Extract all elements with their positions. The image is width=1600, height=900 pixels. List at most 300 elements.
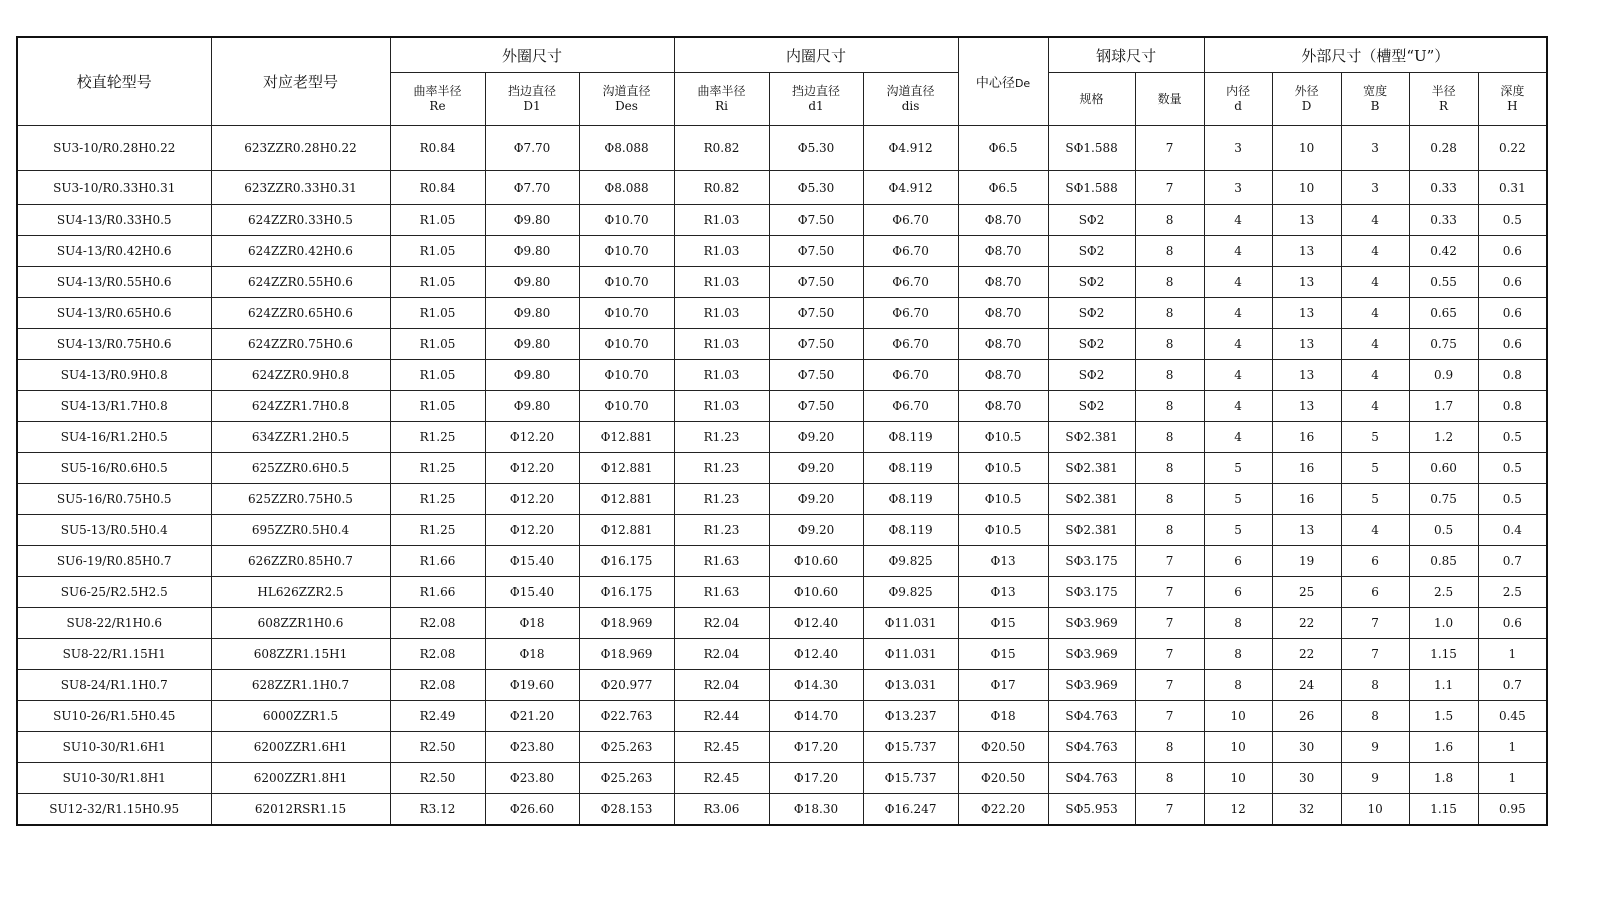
table-cell: Φ6.70 [863,391,958,422]
table-cell: SU12-32/R1.15H0.95 [17,794,211,826]
table-cell: 6200ZZR1.8H1 [211,763,390,794]
header-center-dia [958,37,1048,126]
table-cell: 7 [1135,608,1204,639]
table-cell: 624ZZR0.42H0.6 [211,236,390,267]
table-cell: Φ7.50 [769,360,863,391]
subheader-dis [863,73,958,126]
bearing-spec-table [16,36,1548,826]
table-cell: Φ22.20 [958,794,1048,826]
table-cell: 1.5 [1409,701,1478,732]
table-cell: Φ9.825 [863,577,958,608]
table-cell: Φ8.70 [958,391,1048,422]
table-cell: 30 [1272,763,1341,794]
table-cell: 16 [1272,453,1341,484]
header-ball: 钢球尺寸 [1048,37,1204,73]
table-cell: 0.5 [1478,484,1547,515]
table-cell: 7 [1135,126,1204,171]
table-row [17,794,1547,826]
table-cell: Φ5.30 [769,171,863,205]
table-cell: 8 [1135,484,1204,515]
table-cell: 10 [1204,732,1272,763]
table-cell: Φ18.969 [579,639,674,670]
table-cell: Φ14.70 [769,701,863,732]
table-cell: Φ8.70 [958,360,1048,391]
table-cell: Φ17.20 [769,763,863,794]
subheader-re [390,73,485,126]
table-cell: SΦ2 [1048,329,1135,360]
table-cell: SΦ1.588 [1048,171,1135,205]
table-cell: SΦ1.588 [1048,126,1135,171]
table-cell: Φ15 [958,639,1048,670]
table-cell: 0.6 [1478,298,1547,329]
table-cell: 7 [1135,794,1204,826]
table-cell: Φ7.50 [769,329,863,360]
table-cell: 4 [1204,360,1272,391]
table-cell: Φ18 [485,639,579,670]
table-cell: Φ9.80 [485,391,579,422]
table-cell: Φ11.031 [863,608,958,639]
table-cell: 0.22 [1478,126,1547,171]
table-cell: 5 [1341,453,1409,484]
table-cell: 0.28 [1409,126,1478,171]
table-cell: 9 [1341,732,1409,763]
table-cell: Φ25.263 [579,732,674,763]
table-cell: 1.6 [1409,732,1478,763]
table-row [17,639,1547,670]
table-cell: SΦ3.175 [1048,577,1135,608]
table-cell: SU8-22/R1H0.6 [17,608,211,639]
subheader-od [1272,73,1341,126]
table-cell: 3 [1204,171,1272,205]
table-cell: 30 [1272,732,1341,763]
table-cell: Φ10.5 [958,453,1048,484]
table-cell: 4 [1204,205,1272,236]
table-cell: Φ28.153 [579,794,674,826]
table-cell: 624ZZR0.55H0.6 [211,267,390,298]
table-cell: SU4-13/R0.55H0.6 [17,267,211,298]
table-cell: SU6-19/R0.85H0.7 [17,546,211,577]
table-cell: 4 [1341,515,1409,546]
table-cell: R2.49 [390,701,485,732]
header-center-dia-label: 中心径 [975,76,1015,91]
table-cell: Φ10.5 [958,484,1048,515]
table-cell: 7 [1135,639,1204,670]
table-cell: Φ9.80 [485,329,579,360]
header-model: 校直轮型号 [17,37,211,126]
table-cell: SΦ4.763 [1048,701,1135,732]
table-cell: 10 [1204,763,1272,794]
table-cell: Φ15.737 [863,763,958,794]
subheader-ri-sym: Ri [715,99,728,113]
subheader-re-sym: Re [429,99,446,113]
table-row [17,701,1547,732]
table-cell: SU8-22/R1.15H1 [17,639,211,670]
table-cell: SΦ5.953 [1048,794,1135,826]
table-cell: Φ8.088 [579,126,674,171]
table-cell: Φ10.70 [579,329,674,360]
header-center-dia-sub: De [1014,77,1031,90]
subheader-radius [1409,73,1478,126]
table-cell: R2.45 [674,732,769,763]
table-cell: 7 [1135,171,1204,205]
table-cell: 4 [1204,298,1272,329]
table-cell: 10 [1272,171,1341,205]
table-cell: 13 [1272,298,1341,329]
table-cell: SU4-16/R1.2H0.5 [17,422,211,453]
table-cell: SΦ2 [1048,267,1135,298]
table-cell: Φ7.50 [769,236,863,267]
table-cell: R1.05 [390,298,485,329]
table-cell: Φ8.70 [958,236,1048,267]
table-cell: R1.23 [674,453,769,484]
table-cell: 4 [1204,267,1272,298]
table-cell: SΦ4.763 [1048,732,1135,763]
table-row [17,298,1547,329]
table-cell: Φ11.031 [863,639,958,670]
table-cell: Φ7.70 [485,171,579,205]
table-cell: 5 [1204,515,1272,546]
table-cell: 7 [1135,701,1204,732]
table-cell: Φ7.50 [769,205,863,236]
table-cell: R1.03 [674,205,769,236]
subheader-re-cn: 曲率半径 [413,84,462,98]
table-row [17,546,1547,577]
table-cell: Φ18 [958,701,1048,732]
table-cell: SΦ2.381 [1048,453,1135,484]
table-cell: 16 [1272,422,1341,453]
table-cell: R1.66 [390,577,485,608]
table-cell: Φ7.50 [769,298,863,329]
table-cell: Φ10.5 [958,422,1048,453]
table-cell: Φ9.80 [485,360,579,391]
table-row [17,422,1547,453]
table-cell: 8 [1135,732,1204,763]
table-cell: Φ7.50 [769,391,863,422]
table-cell: Φ6.5 [958,171,1048,205]
subheader-des-cn: 沟道直径 [602,84,651,98]
table-cell: Φ15.737 [863,732,958,763]
table-cell: 3 [1204,126,1272,171]
table-cell: 13 [1272,391,1341,422]
table-cell: 4 [1204,422,1272,453]
table-cell: R2.04 [674,608,769,639]
table-cell: 8 [1135,360,1204,391]
table-cell: Φ6.70 [863,360,958,391]
table-cell: 7 [1135,577,1204,608]
table-cell: Φ6.70 [863,298,958,329]
table-cell: 1.15 [1409,639,1478,670]
table-cell: Φ25.263 [579,763,674,794]
table-cell: R1.05 [390,391,485,422]
table-cell: SΦ4.763 [1048,763,1135,794]
table-cell: 0.31 [1478,171,1547,205]
table-cell: R1.05 [390,205,485,236]
table-cell: R2.08 [390,639,485,670]
table-cell: Φ10.60 [769,577,863,608]
table-cell: Φ7.70 [485,126,579,171]
table-cell: Φ9.20 [769,453,863,484]
table-cell: 16 [1272,484,1341,515]
table-cell: 8 [1135,329,1204,360]
table-cell: Φ6.70 [863,267,958,298]
subheader-od-cn: 外径 [1294,84,1319,98]
table-row [17,267,1547,298]
subheader-dis-cn: 沟道直径 [886,84,935,98]
table-cell: Φ10.70 [579,205,674,236]
table-cell: SΦ2 [1048,391,1135,422]
table-cell: 4 [1341,205,1409,236]
table-cell: Φ9.80 [485,205,579,236]
table-cell: Φ18.30 [769,794,863,826]
table-cell: 1.1 [1409,670,1478,701]
table-cell: 0.7 [1478,670,1547,701]
table-cell: Φ10.60 [769,546,863,577]
table-cell: R1.05 [390,267,485,298]
subheader-od-sym: D [1301,99,1312,113]
table-cell: 1.0 [1409,608,1478,639]
table-cell: 0.8 [1478,360,1547,391]
table-cell: 0.60 [1409,453,1478,484]
table-cell: R2.50 [390,763,485,794]
table-cell: Φ23.80 [485,763,579,794]
table-cell: 7 [1135,670,1204,701]
table-cell: R1.03 [674,391,769,422]
table-cell: Φ10.70 [579,236,674,267]
table-cell: Φ8.70 [958,205,1048,236]
table-cell: 623ZZR0.28H0.22 [211,126,390,171]
table-cell: SU5-16/R0.75H0.5 [17,484,211,515]
table-cell: Φ9.20 [769,422,863,453]
table-cell: 13 [1272,515,1341,546]
table-cell: 0.9 [1409,360,1478,391]
table-cell: 8 [1204,639,1272,670]
table-cell: SΦ2.381 [1048,484,1135,515]
table-cell: 4 [1341,360,1409,391]
table-cell: R1.25 [390,422,485,453]
table-cell: Φ8.70 [958,298,1048,329]
table-cell: SΦ2 [1048,205,1135,236]
table-cell: Φ8.119 [863,422,958,453]
table-cell: Φ16.175 [579,577,674,608]
table-cell: 8 [1135,763,1204,794]
table-cell: R3.06 [674,794,769,826]
table-cell: SΦ2 [1048,298,1135,329]
subheader-ri [674,73,769,126]
table-cell: R1.03 [674,236,769,267]
table-cell: Φ17.20 [769,732,863,763]
table-cell: Φ17 [958,670,1048,701]
table-cell: 13 [1272,360,1341,391]
table-cell: 0.33 [1409,171,1478,205]
subheader-width-sym: B [1370,99,1380,113]
table-cell: 6000ZZR1.5 [211,701,390,732]
table-cell: R2.04 [674,639,769,670]
table-cell: 1 [1478,732,1547,763]
table-cell: R0.84 [390,171,485,205]
table-cell: 608ZZR1.15H1 [211,639,390,670]
table-cell: 1 [1478,639,1547,670]
table-cell: SU3-10/R0.28H0.22 [17,126,211,171]
table-cell: 6 [1204,577,1272,608]
table-cell: 6 [1341,577,1409,608]
table-cell: R2.04 [674,670,769,701]
table-cell: Φ12.40 [769,639,863,670]
table-cell: 1.15 [1409,794,1478,826]
subheader-depth-cn: 深度 [1500,84,1525,98]
table-cell: R2.45 [674,763,769,794]
table-cell: 8 [1135,298,1204,329]
table-cell: 13 [1272,205,1341,236]
table-cell: 0.6 [1478,329,1547,360]
table-cell: Φ8.119 [863,453,958,484]
table-cell: 0.45 [1478,701,1547,732]
subheader-id-sym: d [1234,99,1242,113]
table-row [17,484,1547,515]
table-cell: R1.66 [390,546,485,577]
table-body [17,126,1547,826]
table-cell: 1.8 [1409,763,1478,794]
table-cell: R1.25 [390,453,485,484]
table-cell: 0.75 [1409,484,1478,515]
table-cell: Φ12.881 [579,422,674,453]
table-cell: 0.8 [1478,391,1547,422]
table-cell: 12 [1204,794,1272,826]
subheader-d1-outer-cn: 挡边直径 [507,84,556,98]
table-cell: 623ZZR0.33H0.31 [211,171,390,205]
table-cell: 0.6 [1478,236,1547,267]
table-cell: 624ZZR0.75H0.6 [211,329,390,360]
table-cell: Φ20.50 [958,732,1048,763]
table-cell: SU4-13/R0.33H0.5 [17,205,211,236]
subheader-d1-inner-cn: 挡边直径 [792,84,841,98]
table-cell: 2.5 [1478,577,1547,608]
table-cell: 7 [1341,608,1409,639]
table-cell: R2.50 [390,732,485,763]
table-cell: 26 [1272,701,1341,732]
table-cell: HL626ZZR2.5 [211,577,390,608]
table-cell: Φ8.088 [579,171,674,205]
table-cell: Φ10.5 [958,515,1048,546]
subheader-d1-outer-sym: D1 [523,99,541,113]
table-cell: Φ16.175 [579,546,674,577]
table-cell: 0.33 [1409,205,1478,236]
subheader-depth-sym: H [1507,99,1518,113]
table-cell: 0.65 [1409,298,1478,329]
table-cell: R1.05 [390,360,485,391]
table-cell: 628ZZR1.1H0.7 [211,670,390,701]
table-cell: 8 [1135,453,1204,484]
table-cell: SU10-26/R1.5H0.45 [17,701,211,732]
table-row [17,205,1547,236]
table-cell: SU4-13/R0.65H0.6 [17,298,211,329]
table-cell: R0.84 [390,126,485,171]
table-cell: 10 [1272,126,1341,171]
subheader-d1-inner [769,73,863,126]
table-cell: 0.95 [1478,794,1547,826]
table-cell: 8 [1341,701,1409,732]
table-cell: 0.85 [1409,546,1478,577]
table-cell: 0.42 [1409,236,1478,267]
table-cell: 8 [1204,608,1272,639]
table-cell: Φ6.70 [863,329,958,360]
table-cell: 4 [1204,329,1272,360]
table-cell: Φ20.977 [579,670,674,701]
table-cell: 4 [1204,236,1272,267]
table-cell: 19 [1272,546,1341,577]
table-cell: Φ26.60 [485,794,579,826]
table-cell: 5 [1341,484,1409,515]
table-cell: Φ12.20 [485,515,579,546]
table-cell: SΦ2 [1048,360,1135,391]
table-cell: SU5-13/R0.5H0.4 [17,515,211,546]
table-cell: SΦ2 [1048,236,1135,267]
table-row [17,236,1547,267]
table-cell: 4 [1341,298,1409,329]
table-cell: 4 [1204,391,1272,422]
table-cell: Φ15.40 [485,546,579,577]
table-cell: 624ZZR0.33H0.5 [211,205,390,236]
subheader-radius-cn: 半径 [1431,84,1456,98]
table-cell: R1.23 [674,484,769,515]
table-cell: 624ZZR0.65H0.6 [211,298,390,329]
table-cell: 0.5 [1478,205,1547,236]
table-cell: R1.05 [390,236,485,267]
table-cell: 10 [1341,794,1409,826]
table-cell: Φ15.40 [485,577,579,608]
table-cell: Φ12.881 [579,453,674,484]
table-cell: Φ12.20 [485,484,579,515]
table-cell: 1 [1478,763,1547,794]
table-cell: Φ9.80 [485,298,579,329]
table-cell: Φ6.70 [863,236,958,267]
table-cell: R1.03 [674,298,769,329]
table-cell: 1.7 [1409,391,1478,422]
table-cell: Φ6.5 [958,126,1048,171]
table-cell: 7 [1341,639,1409,670]
table-cell: R1.05 [390,329,485,360]
table-row [17,329,1547,360]
table-cell: 25 [1272,577,1341,608]
table-cell: SU10-30/R1.8H1 [17,763,211,794]
table-cell: Φ19.60 [485,670,579,701]
table-cell: Φ13 [958,546,1048,577]
table-cell: R1.03 [674,360,769,391]
header-inner-ring: 内圈尺寸 [674,37,958,73]
subheader-spec: 规格 [1048,73,1135,126]
subheader-width-cn: 宽度 [1363,84,1388,98]
table-cell: 625ZZR0.6H0.5 [211,453,390,484]
table-cell: 5 [1341,422,1409,453]
table-cell: Φ12.881 [579,515,674,546]
subheader-des-sym: Des [615,99,638,113]
table-cell: 10 [1204,701,1272,732]
table-cell: Φ10.70 [579,391,674,422]
table-cell: Φ9.20 [769,484,863,515]
table-cell: Φ10.70 [579,267,674,298]
table-row [17,732,1547,763]
table-cell: 6 [1204,546,1272,577]
table-cell: SΦ3.969 [1048,670,1135,701]
table-cell: 24 [1272,670,1341,701]
table-cell: Φ8.70 [958,267,1048,298]
table-cell: 8 [1135,236,1204,267]
table-cell: SU4-13/R0.75H0.6 [17,329,211,360]
table-row [17,453,1547,484]
table-cell: Φ7.50 [769,267,863,298]
table-cell: 5 [1204,453,1272,484]
table-cell: 13 [1272,236,1341,267]
table-cell: R1.03 [674,329,769,360]
